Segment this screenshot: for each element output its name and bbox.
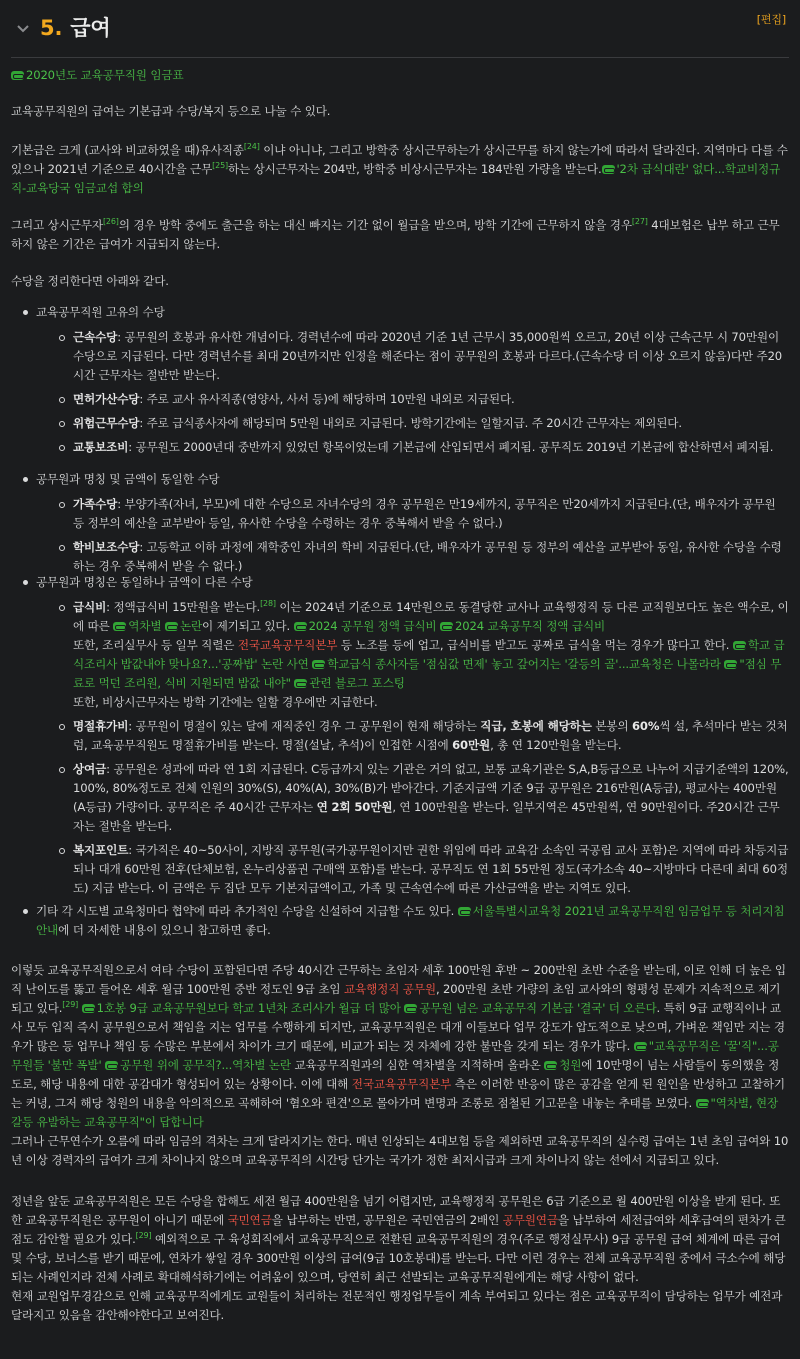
salary-table-link[interactable]: 2020년도 교육공무직원 임금표 [26, 68, 184, 82]
link-blog[interactable]: 관련 블로그 포스팅 [309, 676, 405, 690]
link-free-meal-3[interactable]: "점심 무료로 먹던 조리원, 식비 지원되면 밥값 내야" [73, 657, 782, 690]
external-link-icon [404, 1004, 417, 1013]
news-link-answer[interactable]: "역차별, 현장 갈등 유발하는 교육공무직"이 답합니다 [11, 1096, 779, 1129]
external-link-icon [634, 1042, 647, 1051]
external-link-icon [544, 1061, 557, 1070]
external-link-icon [294, 679, 307, 688]
link-2024-edu-meal[interactable]: 2024 교육공무직 정액 급식비 [455, 619, 606, 633]
news-link-meal-crisis[interactable]: '2차 급식대란' 없다...학교비정규직-교육당국 임금교섭 합의 [11, 162, 781, 195]
external-link-icon [696, 1099, 709, 1108]
list-item: 급식비: 정액급식비 15만원을 받는다.[28] 이는 2024년 기준으로 14만원으로 동결당한 교사나 교육행정직 등 다른 교직원보다도 높은 액수로, 이에 따른 역차별 논란이 제기되고 있다. 2024 공무원 정액 급식비 2024 교육공무직 정액 급식비 또한, 조리실무사 등 일부 직렬은 전국교육공무직본부 등 노조를 등에 업고, 급식비를 받고도 공짜로 급식을 먹는 경우가 많다고 한다. 학교 급식조리사 밥값내야 맞나요?...'공짜밥' 논란 사연 학교급식 종사자들 '점심값 면제' 놓고 갚어지는 '갈등의 골'...교육청은 나몰라라 "점심 무료로 먹던 조리원, 식비 지원되면 밥값 내야" 관련 블로그 포스팅 또한, 비상시근무자는 방학 기간에는 일할 경우에만 지급한다. [36, 598, 789, 712]
link-2024-civil-meal[interactable]: 2024 공무원 정액 급식비 [308, 619, 437, 633]
salary-table-link-line [11, 66, 789, 85]
list-item: 상여금: 공무원은 성과에 따라 연 1회 지급된다. C등급까지 있는 기관은 거의 없고, 보통 교육기관은 S,A,B등급으로 나누어 지급기준액의 120%, 100%, 80%정도로 전체 인원의 30%(S), 40%(A), 30%(B)가 받아간다. 기준지급액 기준 9급 공무원은 216만원(A등급), 평교사는 400만원(A등급) 가량이다. 공무직은 주 40시간 근무자는 연 2회 50만원, 연 100만원을 받는다. 일부지역은 45만원씩, 연 90만원이다. 주20시간 근무자는 절반을 받는다. [36, 760, 789, 836]
edit-link[interactable]: [편집] [756, 13, 786, 26]
chevron-down-icon[interactable] [14, 20, 32, 38]
external-link-icon [105, 1061, 118, 1070]
allowance-list-other [11, 902, 789, 940]
link-union-2[interactable]: 전국교육공무직본부 [351, 1077, 452, 1091]
link-free-meal-1[interactable]: 학교 급식조리사 밥값내야 맞나요?...'공짜밥' 논란 사연 [73, 638, 785, 671]
allowance-list-unique [11, 303, 789, 462]
footnote-27[interactable]: [27] [631, 217, 648, 227]
external-link-icon [733, 641, 746, 650]
allowance-list-same [11, 470, 789, 581]
external-link-icon [312, 660, 325, 669]
link-petition[interactable]: 청원 [559, 1058, 582, 1072]
paragraph-retirement: 정년을 앞둔 교육공무직원은 모든 수당을 합해도 세전 월급 400만원을 넘기 어렵지만, 교육행정직 공무원은 6급 기준으로 월 400만원 이상을 받게 된다. 또한 교육공무직원은 공무원이 아니기 때문에 국민연금을 납부하는 반면, 공무원은 국민연금의 2배인 공무원연금을 납부하여 세전급여와 세후급여의 편차가 큰 점도 감안할 필요가 있다.[29] 예외적으로 구 육성회직에서 교육공무직으로 전환된 교육공무직원의 경우(주로 행정실무사) 9급 공무원 급여 체계에 따른 급여 및 수당, 보너스를 받기 때문에, 연차가 쌓일 경우 300만원 이상의 급여(9급 10호봉대)를 받는다. 다만 이런 경우는 전체 교육공무직원 중에서 극소수에 해당되는 사례인지라 전체 사례로 확대해석하기에는 어려움이 있으며, 당연히 최근 선발되는 교육공무직원에게는 해당 사항이 없다. 현재 교원업무경감으로 인해 교육공무직에게도 교원들이 처리하는 전문적인 행정업무들이 계속 부여되고 있다는 점은 교육공무직이 담당하는 업무가 예전과 달라지고 있음을 감안해야한다고 보여진다. [11, 1194, 786, 1322]
external-link-icon [602, 165, 615, 174]
paragraph-intro: 교육공무직원의 급여는 기본급과 수당/복지 등으로 나눌 수 있다. [11, 104, 331, 118]
list-item: 근속수당: 공무원의 호봉과 유사한 개념이다. 경력년수에 따라 2020년 기준 1년 근무시 35,000원씩 오르고, 20년 이상 근속근무 시 70만원이 수당으로 지급된다. 다만 경력년수를 최대 20년까지만 인정을 해준다는 점이 공무원의 호봉과 다르다.(근속수당 더 이상 오르지 않음)다만 주20시간 근무자는 절반만 받는다. [36, 328, 789, 385]
footnote-24[interactable]: [24] [243, 142, 260, 152]
list-item: 공무원과 명칭 및 금액이 동일한 수당 가족수당: 부양가족(자녀, 부모)에 대한 수당으로 자녀수당의 경우 공무원은 만19세까지, 공무직은 만20세까지 지급된다.(단, 배우자가 공무원 등 정부의 예산을 교부받아 등일, 유사한 수당을 수령하는 경우 중복해서 받을 수 없다.) 학비보조수당: 고등학교 이하 과정에 재학중인 자녀의 학비 지급된다.(단, 배우자가 공무원 등 정부의 예산을 교부받아 동일, 유사한 수당을 수령하는 경우 중복해서 받을 수 없다.) [11, 470, 789, 576]
external-link-icon [82, 1004, 95, 1013]
news-link-honey-job[interactable]: "교육공무직은 '꿀'직"...공무원들 '불만 폭발' [11, 1039, 779, 1072]
link-national-pension[interactable]: 국민연금 [227, 1213, 272, 1227]
link-reverse-discrimination[interactable]: 역차별 [128, 619, 162, 633]
link-seoul-guideline[interactable]: 서울특별시교육청 2021년 교육공무직원 임금업무 등 처리지침 안내 [36, 904, 785, 937]
external-link-icon [440, 622, 453, 631]
list-item: 위험근무수당: 주로 급식종사자에 해당되며 5만원 내외로 지급된다. 방학기간에는 일할지급. 주 20시간 근무자는 제외된다. [36, 414, 789, 433]
paragraph-permanent-worker: 그리고 상시근무자[26]의 경우 방학 중에도 출근을 하는 대신 빠지는 기간 없이 월급을 받으며, 방학 기간에 근무하지 않을 경우[27] 4대보험은 납부 하고 근무하지 않은 기간은 급여가 지급되지 않는다. [11, 217, 780, 251]
footnote-29[interactable]: [29] [62, 1000, 79, 1010]
link-union[interactable]: 전국교육공무직본부 [237, 638, 338, 652]
external-link-icon [458, 907, 471, 916]
footnote-26[interactable]: [26] [102, 217, 119, 227]
paragraph-base-pay: 기본급은 크게 (교사와 비교하였을 때)유사직종[24] 이냐 아니냐, 그리고 방학중 상시근무하는가 상시근무를 하지 않는가에 따라서 달라진다. 지역마다 다를 수 있으나 2021년 기준으로 40시간을 근무[25]하는 상시근무자는 204만, 방학중 비상시근무자는 184만원 가량을 받는다. '2차 급식대란' 없다...학교비정규직-교육당국 임금교섭 합의 [11, 142, 788, 195]
link-free-meal-2[interactable]: 학교급식 종사자들 '점심값 면제' 놓고 갚어지는 '갈등의 골'...교육청은 나몰라라 [327, 657, 721, 671]
external-link-icon [724, 660, 737, 669]
list-item: 교통보조비: 공무원도 2000년대 중반까지 있었던 항목이었는데 기본급에 산입되면서 폐지됨. 공무직도 2019년 기본급에 합산하면서 폐지됨. [36, 438, 789, 457]
paragraph-equity-issue: 이렇듯 교육공무직원으로서 여타 수당이 포함된다면 주당 40시간 근무하는 초임자 세후 100만원 후반 ~ 200만원 초반 수준을 받는데, 이로 인해 더 높은 입직 난이도를 뚫고 들어온 세후 월급 100만원 중반 정도인 9급 초임 교육행정직 공무원, 200만원 초반 가량의 초임 교사와의 형평성 문제가 지속적으로 제기되고 있다.[29] 1호봉 9급 교육공무원보다 학교 1년차 조리사가 월급 더 많아 공무원 넘은 교육공무직 기본급 '결국' 더 오른다. 특히 9급 교행직이나 교사 모두 입직 즉시 공무원으로서 책임을 지는 업무를 수행하게 되지만, 교육공무직원은 대개 이들보다 업무 강도가 압도적으로 낮으며, 가벼운 책임만 지는 경우가 많은 등 업무나 책임 등 수많은 부분에서 차이가 크기 때문에, 비교가 되는 것 자체에 강한 불만을 갖게 되는 경우가 많다. "교육공무직은 '꿀'직"...공무원들 '불만 폭발' 공무원 위에 공무직?...역차별 논란 교육공무직원과의 심한 역차별을 지적하며 올라온 청원에 10만명이 넘는 사람들이 동의했을 정도로, 해당 내용에 대한 공감대가 형성되어 있는 상황이다. 이에 대해 전국교육공무직본부 측은 이러한 반응이 많은 공감을 얻게 된 원인을 반성하고 고찰하기는 커녕, 그저 해당 청원의 내용을 악의적으로 곡해하여 '혐오와 편견'으로 몰아가며 변명과 조롱로 점철된 기고문을 내놓는 추태를 보였다. "역차별, 현장 갈등 유발하는 교육공무직"이 답합니다 그러나 근무연수가 오름에 따라 임금의 격차는 크게 달라지기는 한다. 매년 인상되는 4대보험 등을 제외하면 교육공무직의 실수령 급여는 1년 초임 급여와 10년 이상 경력자의 급여가 크게 차이나지 않으며 교육공무직의 시간당 단가는 국가가 정한 최저시급과 크게 차이나지 않는 선에서 지급되고 있다. [11, 963, 789, 1167]
list-item: 학비보조수당: 고등학교 이하 과정에 재학중인 자녀의 학비 지급된다.(단, 배우자가 공무원 등 정부의 예산을 교부받아 동일, 유사한 수당을 수령하는 경우 중복해서 받을 수 없다.) [36, 538, 789, 576]
list-item: 교육공무직원 고유의 수당 근속수당: 공무원의 호봉과 유사한 개념이다. 경력년수에 따라 2020년 기준 1년 근무시 35,000원씩 오르고, 20년 이상 근속근무 시 70만원이 수당으로 지급된다. 다만 경력년수를 최대 20년까지만 인정을 해준다는 점이 공무원의 호봉과 다르다.(근속수당 더 이상 오르지 않음)다만 주20시간 근무자는 절반만 받는다. 면허가산수당: 주로 교사 유사직종(영양사, 사서 등)에 해당하며 10만원 내외로 지급된다. 위험근무수당: 주로 급식종사자에 해당되며 5만원 내외로 지급된다. 방학기간에는 일할지급. 주 20시간 근무자는 제외된다. 교통보조비: 공무원도 2000년대 중반까지 있었던 항목이었는데 기본급에 산입되면서 폐지됨. 공무직도 2019년 기본급에 합산하면서 폐지됨. [11, 303, 789, 457]
footnote-29b[interactable]: [29] [135, 1231, 152, 1241]
news-link-reverse-discrimination[interactable]: 공무원 위에 공무직?...역차별 논란 [120, 1058, 291, 1072]
external-link-icon [294, 622, 307, 631]
list-item: 복지포인트: 국가직은 40~50사이, 지방직 공무원(국가공무원이지만 권한 위임에 따라 교육감 소속인 국공립 교사 포함)은 지역에 따라 차등지급되나 대개 60만원 전후(단체보험, 온누리상품권 구매액 포함)를 받는다. 공무직도 연 1회 55만원 정도(국가소속 40~지방마다 다른데 최대 60정도) 지급 받는다. 이 금액은 두 집단 모두 기본지급액이고, 가족 및 근속연수에 따른 가산금액을 받는 지역도 있다. [36, 841, 789, 898]
list-item: 면허가산수당: 주로 교사 유사직종(영양사, 사서 등)에 해당하며 10만원 내외로 지급된다. [36, 390, 789, 409]
list-item: 명절휴가비: 공무원이 명절이 있는 달에 재직중인 경우 그 공무원이 현재 해당하는 직급, 호봉에 해당하는 본봉의 60%씩 설, 추석마다 받는 것처럼, 교육공무직원도 명절휴가비를 받는다. 명절(설날, 추석)이 인접한 시점에 60만원, 총 연 120만원을 받는다. [36, 717, 789, 755]
link-controversy[interactable]: 논란 [179, 619, 203, 633]
list-item: 기타 각 시도별 교육청마다 협약에 따라 추가적인 수당을 신설하여 지급할 수도 있다. 서울특별시교육청 2021년 교육공무직원 임금업무 등 처리지침 안내에 더 자세한 내용이 있으니 참고하면 좋다. [11, 902, 789, 940]
allowance-list-different [11, 573, 789, 903]
external-link-icon [165, 622, 178, 631]
link-edu-admin-civil-servant[interactable]: 교육행정직 공무원 [344, 982, 436, 996]
list-item: 공무원과 명칭은 동일하나 금액이 다른 수당 급식비: 정액급식비 15만원을 받는다.[28] 이는 2024년 기준으로 14만원으로 동결당한 교사나 교육행정직 등 다른 교직원보다도 높은 액수로, 이에 따른 역차별 논란이 제기되고 있다. 2024 공무원 정액 급식비 2024 교육공무직 정액 급식비 또한, 조리실무사 등 일부 직렬은 전국교육공무직본부 등 노조를 등에 업고, 급식비를 받고도 공짜로 급식을 먹는 경우가 많다고 한다. 학교 급식조리사 밥값내야 맞나요?...'공짜밥' 논란 사연 학교급식 종사자들 '점심값 면제' 놓고 갚어지는 '갈등의 골'...교육청은 나몰라라 "점심 무료로 먹던 조리원, 식비 지원되면 밥값 내야" 관련 블로그 포스팅 또한, 비상시근무자는 방학 기간에는 일할 경우에만 지급한다. 명절휴가비: 공무원이 명절이 있는 달에 재직중인 경우 그 공무원이 현재 해당하는 직급, 호봉에 해당하는 본봉의 60%씩 설, 추석마다 받는 것처럼, 교육공무직원도 명절휴가비를 받는다. 명절(설날, 추석)이 인접한 시점에 60만원, 총 연 120만원을 받는다. 상여금: 공무원은 성과에 따라 연 1회 지급된다. C등급까지 있는 기관은 거의 없고, 보통 교육기관은 S,A,B등급으로 나누어 지급기준액의 120%, 100%, 80%정도로 전체 인원의 30%(S), 40%(A), 30%(B)가 받아간다. 기준지급액 기준 9급 공무원은 216만원(A등급), 평교사는 400만원(A등급) 가량이다. 공무직은 주 40시간 근무자는 연 2회 50만원, 연 100만원을 받는다. 일부지역은 45만원씩, 연 90만원이다. 주20시간 근무자는 절반을 받는다. 복지포인트: 국가직은 40~50사이, 지방직 공무원(국가공무원이지만 권한 위임에 따라 교육감 소속인 국공립 교사 포함)은 지역에 따라 차등지급되나 대개 60만원 전후(단체보험, 온누리상품권 구매액 포함)를 받는다. 공무직도 연 1회 55만원 정도(국가소속 40~지방마다 다른데 최대 60정도) 지급 받는다. 이 금액은 두 집단 모두 기본지급액이고, 가족 및 근속연수에 따른 가산금액을 받는 지역도 있다. [11, 573, 789, 898]
section-number[interactable]: 5. [40, 16, 63, 40]
footnote-25[interactable]: [25] [212, 161, 228, 171]
news-link-cook-salary[interactable]: 1호봉 9급 교육공무원보다 학교 1년차 조리사가 월급 더 많아 [96, 1001, 401, 1015]
paragraph-allowance-summary: 수당을 정리한다면 아래와 같다. [11, 274, 169, 288]
news-link-base-pay[interactable]: 공무원 넘은 교육공무직 기본급 '결국' 더 오른다 [419, 1001, 657, 1015]
footnote-28[interactable]: [28] [260, 599, 276, 609]
section-title: 급여 [70, 16, 111, 40]
list-item: 가족수당: 부양가족(자녀, 부모)에 대한 수당으로 자녀수당의 경우 공무원은 만19세까지, 공무직은 만20세까지 지급된다.(단, 배우자가 공무원 등 정부의 예산을 교부받아 등일, 유사한 수당을 수령하는 경우 중복해서 받을 수 없다.) [36, 495, 789, 533]
external-link-icon [113, 622, 126, 631]
link-civil-pension[interactable]: 공무원연금 [502, 1213, 558, 1227]
section-header[interactable] [11, 0, 789, 58]
external-link-icon [11, 71, 24, 80]
